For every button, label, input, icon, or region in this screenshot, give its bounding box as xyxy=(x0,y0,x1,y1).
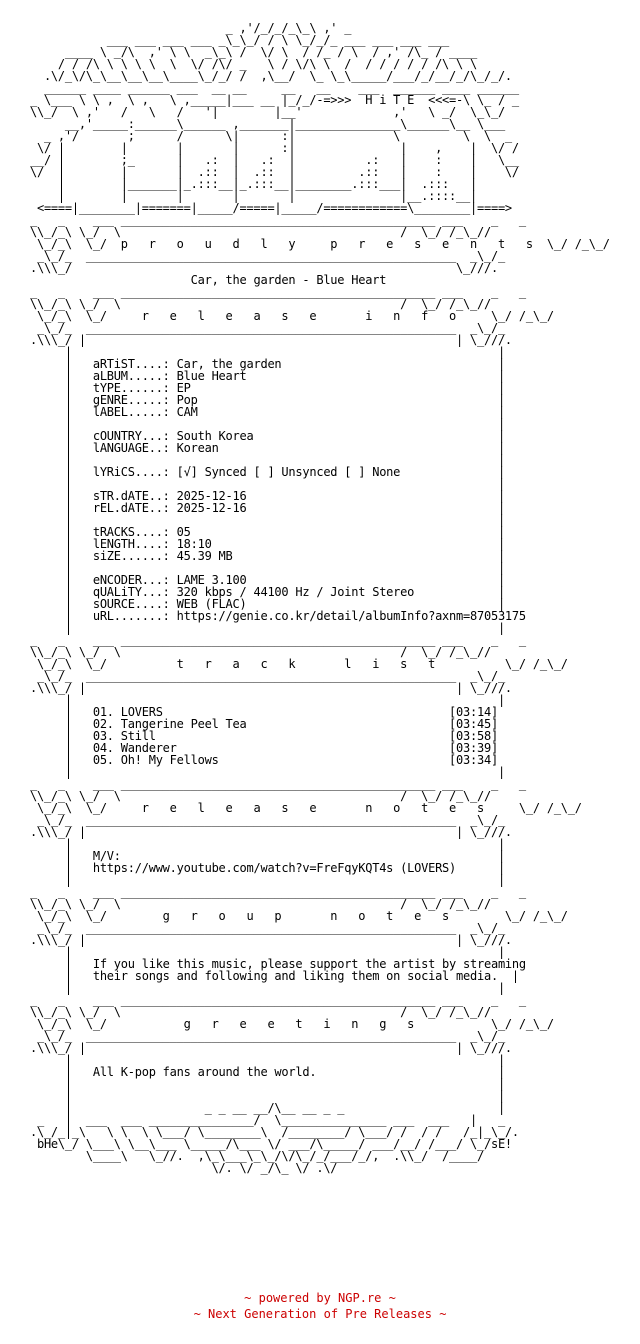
nfo-line: .\_/_|_\ \ \ \ \___/ \________\ /________/ \___/ / / / /_|_\_/. xyxy=(16,1125,519,1139)
nfo-line: \_/_\ \_/ g r o u p n o t e s \_/ /_\_/ xyxy=(16,909,568,923)
nfo-line: / / /\ \ \ \ \ \ \/ /\/ _ \ / \/\ \ / / / / / / /\ \ \ xyxy=(16,57,477,71)
nfo-line: _ \___ \ \ , \ , \ ,_____|___ __ |_/_/-=>>> H i T E <<<=-\ \_ / _ xyxy=(16,93,519,107)
nfo-line: .\\\_/ | | \_///. xyxy=(16,933,512,947)
nfo-line: | | | | | |__.::::__| xyxy=(16,189,477,203)
footer xyxy=(0,1290,640,1322)
nfo-line: __,'_____:______\______ ,_______|_______________\______\__ \___ xyxy=(16,117,505,131)
nfo-line: | | xyxy=(16,345,505,359)
nfo-line: _ _ ___ _____________________________________________ ___ _ _ xyxy=(16,285,526,299)
nfo-line: _\_/_ _____________________________________________________ _\_/_ xyxy=(16,669,505,683)
nfo-line: | gENRE.....: Pop | xyxy=(16,393,505,407)
nfo-line: | lENGTH....: 18:10 | xyxy=(16,537,505,551)
nfo-line: \\_/ \ ,' / \ / '| |__' ,' \ _/ \_\_/ xyxy=(16,105,505,119)
nfo-line: .\\\_/ | | \_///. xyxy=(16,825,512,839)
nfo-line: | their songs and following and liking them on social media. | xyxy=(16,969,519,983)
nfo-line: bHe\_/ \___\ \__\___ \_____/\___ \/ ___/\_____/ ___/__/ /___/ \_/sE! xyxy=(16,1137,512,1151)
nfo-line: | tYPE......: EP | xyxy=(16,381,505,395)
nfo-line: \_/_\ \_/ t r a c k l i s t \_/ /_\_/ xyxy=(16,657,568,671)
nfo-line: _ _ ___ _____________________________________________ ___ _ _ xyxy=(16,993,526,1007)
nfo-line: \\_/_\ \_/ \ / \_/ /_\_// xyxy=(16,645,491,659)
nfo-line: <====|________|=======|_____/=====|_____/============\________|====> xyxy=(16,201,512,215)
nfo-line: | | xyxy=(16,765,505,779)
nfo-line: | https://www.youtube.com/watch?v=FreFqyKQT4s (LOVERS) | xyxy=(16,861,505,875)
nfo-line: Car, the garden - Blue Heart xyxy=(16,273,387,287)
footer-powered-by: ~ powered by NGP.re ~ xyxy=(244,1291,396,1305)
nfo-line: | If you like this music, please support the artist by streaming xyxy=(16,957,526,971)
nfo-line: .\\\_/ \_///. xyxy=(16,261,498,275)
nfo-line: | 05. Oh! My Fellows [03:34] xyxy=(16,753,498,767)
nfo-line: \/ | | | | :| | , | \/ / xyxy=(16,141,519,155)
nfo-line: | | xyxy=(16,417,505,431)
nfo-line: | | xyxy=(16,981,505,995)
nfo-line: _ | ___ ___ _______________/ \_______________ ___ ___ | _ xyxy=(16,1113,505,1127)
nfo-line: | eNCODER...: LAME 3.100 | xyxy=(16,573,505,587)
nfo-line: | | xyxy=(16,873,505,887)
nfo-line: _ _ ___ _____________________________________________ ___ _ _ xyxy=(16,777,526,791)
nfo-line: | sTR.dATE..: 2025-12-16 | xyxy=(16,489,505,503)
nfo-line: _\_/_ _____________________________________________________ _\_/_ xyxy=(16,921,505,935)
nfo-line: | | xyxy=(16,453,505,467)
nfo-line: | lYRiCS....: [√] Synced [ ] Unsynced [ ] None | xyxy=(16,465,505,479)
nfo-line: \\_/_\ \_/ \ / \_/ /_\_// xyxy=(16,297,491,311)
nfo-line: | tRACKS....: 05 | xyxy=(16,525,505,539)
nfo-line: _ ,'/_/_/_\_\ ,' _ xyxy=(16,21,352,35)
nfo-line: _\_/_ _____________________________________________________ _\_/_ xyxy=(16,321,505,335)
nfo-line: \____\ \_//. ,\_\___\_\_/\/\_/_/___/_/, .\\_/ /____/ xyxy=(16,1149,484,1163)
nfo-line: | | xyxy=(16,1077,505,1091)
nfo-line: \\_/_\ \_/ \ / \_/ /_\_// xyxy=(16,897,491,911)
nfo-line: _ _ ___ _____________________________________________ ___ _ _ xyxy=(16,213,526,227)
nfo-line: ____ \ _/\ ,' \ \ _\_\ / \/ \ / /_ / \ / ,' /\_ / ____ xyxy=(16,45,477,59)
nfo-line: | uRL.......: https://genie.co.kr/detail/albumInfo?axnm=87053175 xyxy=(16,609,526,623)
nfo-line: | 01. LOVERS [03:14] xyxy=(16,705,498,719)
nfo-line: .\\\_/ | | \_///. xyxy=(16,681,512,695)
nfo-line: | sOURCE....: WEB (FLAC) | xyxy=(16,597,505,611)
nfo-line: __/ | ;_ | .: | .: | .: | : | \__ xyxy=(16,153,519,167)
footer-tagline: ~ Next Generation of Pre Releases ~ xyxy=(193,1307,447,1321)
nfo-line: | lANGUAGE..: Korean | xyxy=(16,441,505,455)
nfo-line: .\\\_/ | | \_///. xyxy=(16,333,512,347)
nfo-line: ___ ___ ___ ___ _\_\_/ / \ \_/_/_ ___ ___ ___ ___ xyxy=(16,33,450,47)
nfo-text-block xyxy=(16,22,624,1174)
nfo-line: ______ ____ ______ ___ __ __ __ __ ___ ______ ____ ______ xyxy=(16,81,519,95)
nfo-line: | siZE......: 45.39 MB | xyxy=(16,549,505,563)
nfo-line: | | xyxy=(16,693,505,707)
nfo-line: \\_/_\ \_/ \ / \_/ /_\_// xyxy=(16,1005,491,1019)
nfo-line: | | xyxy=(16,513,505,527)
nfo-line: \/ | | | .:: | .:: | .:: | : | \/ xyxy=(16,165,519,179)
nfo-line: | |_______|_.:::__|_.:::__|________.:::___| .::: | xyxy=(16,177,477,191)
nfo-line: \\_/_\ \_/ \ / \_/ /_\_// xyxy=(16,225,491,239)
nfo-line: | qUALiTY...: 320 kbps / 44100 Hz / Joint Stereo | xyxy=(16,585,505,599)
nfo-line: _ ,'/ ; / \| :| \ \ \ _ xyxy=(16,129,512,143)
nfo-line: \\_/_\ \_/ \ / \_/ /_\_// xyxy=(16,789,491,803)
nfo-line: .\\\_/ | | \_///. xyxy=(16,1041,512,1055)
nfo-line: | _ _ __ __/\__ __ _ _ | xyxy=(16,1101,505,1115)
nfo-line: _\_/_ _____________________________________________________ _\_/_ xyxy=(16,1029,505,1043)
nfo-line: \_/_\ \_/ r e l e a s e n o t e s \_/ /_\_/ xyxy=(16,801,582,815)
nfo-line: | 03. Still [03:58] xyxy=(16,729,498,743)
nfo-line: | 04. Wanderer [03:39] xyxy=(16,741,498,755)
nfo-line: | 02. Tangerine Peel Tea [03:45] xyxy=(16,717,498,731)
nfo-line: \_/_\ \_/ p r o u d l y p r e s e n t s \_/ /_\_/ xyxy=(16,237,610,251)
nfo-line: | lABEL.....: CAM | xyxy=(16,405,505,419)
nfo-line: _\_/_ _____________________________________________________ _\_/_ xyxy=(16,813,505,827)
nfo-line: | | xyxy=(16,837,505,851)
nfo-line: \_/_\ \_/ g r e e t i n g s \_/ /_\_/ xyxy=(16,1017,554,1031)
nfo-line: _ _ ___ _____________________________________________ ___ _ _ xyxy=(16,885,526,899)
nfo-line: \/. \/ _/\_ \/ .\/ xyxy=(16,1161,338,1175)
nfo-line: | aLBUM.....: Blue Heart | xyxy=(16,369,505,383)
nfo-line: | | xyxy=(16,477,505,491)
nfo-line: | All K-pop fans around the world. | xyxy=(16,1065,505,1079)
nfo-line: | | xyxy=(16,1089,505,1103)
nfo-line: | aRTiST....: Car, the garden | xyxy=(16,357,505,371)
nfo-line: | | xyxy=(16,945,505,959)
nfo-line: _ _ ___ _____________________________________________ ___ _ _ xyxy=(16,633,526,647)
nfo-line: | rEL.dATE..: 2025-12-16 | xyxy=(16,501,505,515)
nfo-line: \_/_\ \_/ r e l e a s e i n f o \_/ /_\_/ xyxy=(16,309,554,323)
nfo-line: | cOUNTRY...: South Korea | xyxy=(16,429,505,443)
nfo-line: .\/_\/\_\__\__\__\____\_/_/ / ,\__/ \_ \_\_____/___/_/__/_/\_/_/. xyxy=(16,69,512,83)
nfo-line: | | xyxy=(16,561,505,575)
nfo-line: | | xyxy=(16,1053,505,1067)
nfo-line: | | xyxy=(16,621,505,635)
nfo-line: | M/V: | xyxy=(16,849,505,863)
nfo-line: _\_/_ _____________________________________________________ _\_/_ xyxy=(16,249,505,263)
